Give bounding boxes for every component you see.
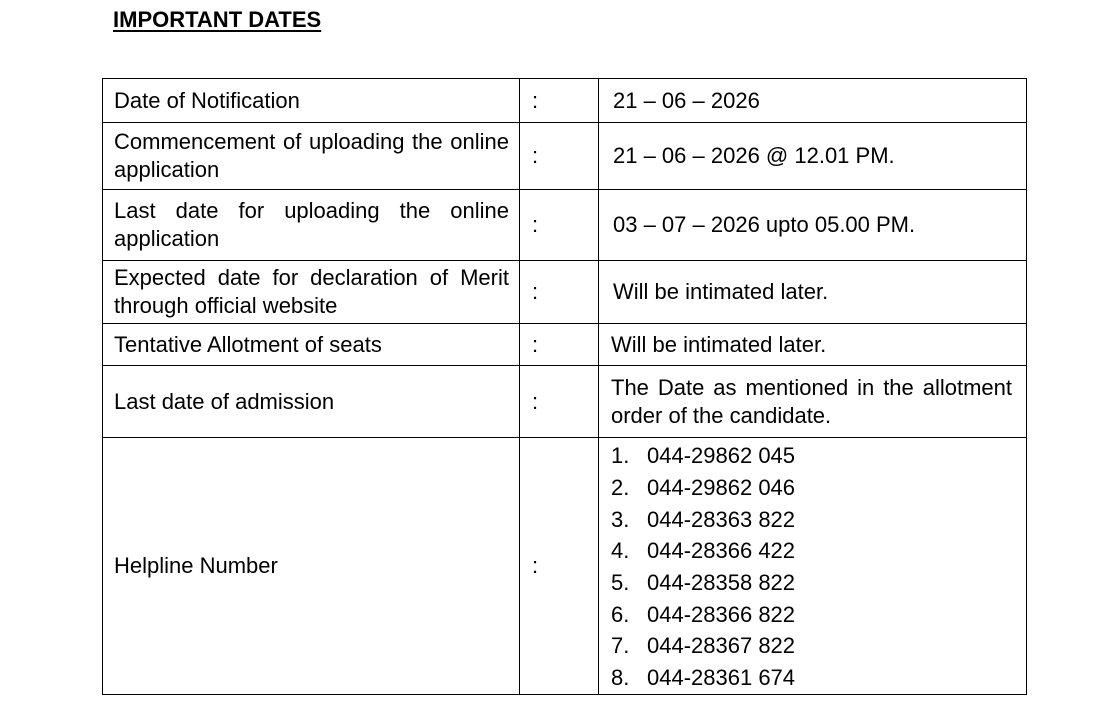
row-value-last-date-admission: The Date as mentioned in the allotment order of the candidate.: [599, 366, 1027, 438]
row-label-helpline: Helpline Number: [103, 438, 520, 695]
list-index: 1.: [611, 443, 630, 469]
table-row: [103, 190, 1027, 261]
list-item: [611, 440, 1012, 472]
row-value-merit-declaration: Will be intimated later.: [599, 261, 1027, 324]
row-value-tentative-allotment: Will be intimated later.: [599, 324, 1027, 366]
helpline-list: [611, 438, 1012, 694]
helpline-numbers-cell: [599, 438, 1027, 695]
table-row: [103, 261, 1027, 324]
list-index: 6.: [611, 601, 630, 627]
row-label-tentative-allotment: Tentative Allotment of seats: [103, 324, 520, 366]
list-index: 7.: [611, 633, 630, 659]
row-separator: :: [520, 123, 599, 190]
helpline-number: 044-29862 045: [647, 443, 796, 469]
row-label-date-of-notification: Date of Notification: [103, 79, 520, 123]
row-separator: :: [520, 79, 599, 123]
list-index: 5.: [611, 570, 630, 595]
row-separator: :: [520, 366, 599, 438]
table-row: [103, 366, 1027, 438]
list-item: [611, 535, 1012, 567]
list-item: [611, 472, 1012, 504]
row-label-commencement: Commencement of uploading the online application: [103, 123, 520, 190]
helpline-number: 044-29862 046: [647, 474, 796, 500]
helpline-number: 044-28367 822: [647, 633, 796, 659]
row-separator: :: [520, 190, 599, 261]
table-row: [103, 324, 1027, 366]
table-row: [103, 438, 1027, 695]
list-item: [611, 567, 1012, 599]
helpline-number: 044-28366 822: [647, 601, 796, 627]
page-title: IMPORTANT DATES: [113, 7, 322, 32]
list-index: 4.: [611, 538, 630, 564]
row-label-last-date-upload: Last date for uploading the online application: [103, 190, 520, 261]
row-separator: :: [520, 438, 599, 695]
helpline-number: 044-28361 674: [647, 665, 796, 691]
row-separator: :: [520, 261, 599, 324]
helpline-number: 044-28366 422: [647, 538, 796, 564]
list-item: [611, 504, 1012, 536]
list-item: [611, 599, 1012, 631]
list-index: 3.: [611, 506, 630, 532]
row-label-last-date-admission: Last date of admission: [103, 366, 520, 438]
row-value-commencement: 21 – 06 – 2026 @ 12.01 PM.: [599, 123, 1027, 190]
helpline-number: 044-28358 822: [647, 570, 796, 595]
list-item: [611, 662, 1012, 694]
table-row: [103, 123, 1027, 190]
row-separator: :: [520, 324, 599, 366]
list-index: 2.: [611, 474, 630, 500]
important-dates-table: [102, 78, 1027, 695]
row-value-date-of-notification: 21 – 06 – 2026: [599, 79, 1027, 123]
row-label-merit-declaration: Expected date for declaration of Merit through official website: [103, 261, 520, 324]
list-item: [611, 630, 1012, 662]
list-index: 8.: [611, 665, 630, 691]
row-value-last-date-upload: 03 – 07 – 2026 upto 05.00 PM.: [599, 190, 1027, 261]
table-row: [103, 79, 1027, 123]
helpline-number: 044-28363 822: [647, 506, 796, 532]
